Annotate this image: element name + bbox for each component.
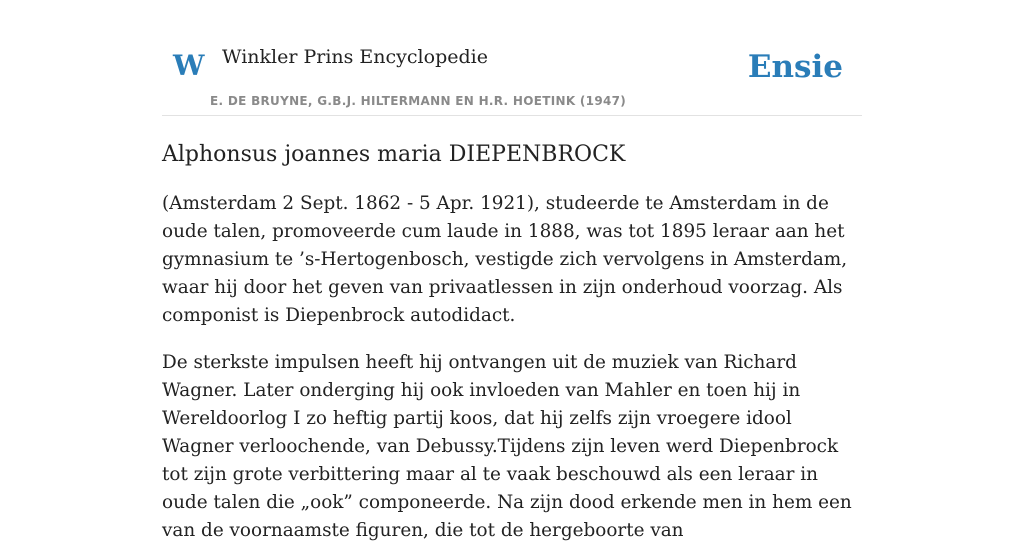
ensie-logo[interactable]: Ensie [747,49,843,85]
article-title: Alphonsus joannes maria DIEPENBROCK [162,142,626,167]
article-paragraph: De sterkste impulsen heeft hij ontvangen uit de muziek van Richard Wagner. Later onderging hij ook invloeden van Mahler en toen hij in Wereldoorlog I zo heftig partij koos, dat hij zelfs zijn vroegere idool Wagner verloochende, van Debussy.Tijdens zijn leven werd Diepenbrock tot zijn grote verbittering maar al te vaak beschouwd als een leraar in oude talen die „ook” componeerde. Na zijn dood erkende men in hem een van de voornaamste figuren, die tot de hergeboorte van [162,351,852,541]
article-paragraph: (Amsterdam 2 Sept. 1862 - 5 Apr. 1921), studeerde te Amsterdam in de oude talen, promoveerde cum laude in 1888, was tot 1895 leraar aan het gymnasium te ’s-Hertogenbosch, vestigde zich vervolgens in Amsterdam, waar hij door het geven van privaatlessen in zijn onderhoud voorzag. Als componist is Diepenbrock autodidact. [162,192,848,326]
page [162,0,862,541]
site-title[interactable]: Winkler Prins Encyclopedie [222,46,488,68]
site-header [162,0,862,116]
winkler-prins-logo[interactable]: W [173,49,205,82]
edition-subtitle: E. DE BRUYNE, G.B.J. HILTERMANN EN H.R. HOETINK (1947) [210,94,627,108]
